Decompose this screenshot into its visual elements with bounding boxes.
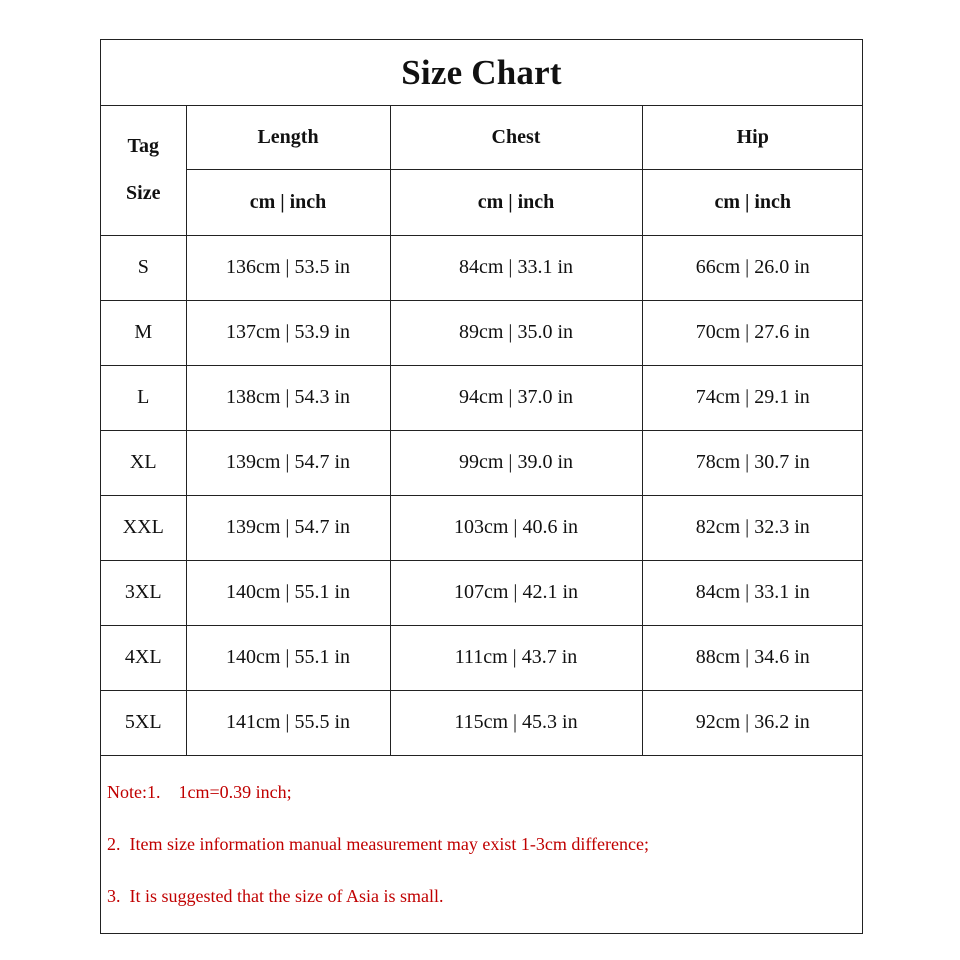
hip-cell: 92cm | 36.2 in [642, 690, 863, 755]
hip-cell: 82cm | 32.3 in [642, 495, 863, 560]
size-cell: 5XL [101, 690, 186, 755]
hip-cell: 70cm | 27.6 in [642, 300, 863, 365]
size-cell: 3XL [101, 560, 186, 625]
table-row [101, 430, 863, 495]
column-header-chest: Chest [390, 106, 642, 169]
size-cell: M [101, 300, 186, 365]
note-line-3: 3. It is suggested that the size of Asia is small. [107, 886, 444, 906]
length-cell: 139cm | 54.7 in [186, 495, 390, 560]
column-header-length: Length [186, 106, 390, 169]
header-row-labels [101, 106, 863, 169]
unit-header-chest: cm | inch [390, 169, 642, 235]
length-cell: 140cm | 55.1 in [186, 560, 390, 625]
title-row [101, 40, 862, 106]
chart-title: Size Chart [401, 52, 562, 92]
tag-size-line1: Tag [127, 135, 159, 158]
size-cell: S [101, 235, 186, 300]
hip-cell: 66cm | 26.0 in [642, 235, 863, 300]
size-cell: XXL [101, 495, 186, 560]
length-cell: 140cm | 55.1 in [186, 625, 390, 690]
length-cell: 136cm | 53.5 in [186, 235, 390, 300]
chest-cell: 111cm | 43.7 in [390, 625, 642, 690]
table-row [101, 495, 863, 560]
table-row [101, 235, 863, 300]
table-row [101, 300, 863, 365]
column-header-hip: Hip [642, 106, 863, 169]
table-row [101, 365, 863, 430]
chest-cell: 115cm | 45.3 in [390, 690, 642, 755]
table-row [101, 560, 863, 625]
size-cell: L [101, 365, 186, 430]
chest-cell: 94cm | 37.0 in [390, 365, 642, 430]
chest-cell: 99cm | 39.0 in [390, 430, 642, 495]
table-row [101, 690, 863, 755]
notes-section [101, 755, 862, 934]
chest-cell: 89cm | 35.0 in [390, 300, 642, 365]
tag-size-header [101, 106, 186, 235]
note-line-1: Note:1. 1cm=0.39 inch; [107, 782, 292, 802]
hip-cell: 88cm | 34.6 in [642, 625, 863, 690]
size-cell: XL [101, 430, 186, 495]
length-cell: 141cm | 55.5 in [186, 690, 390, 755]
length-cell: 137cm | 53.9 in [186, 300, 390, 365]
chest-cell: 84cm | 33.1 in [390, 235, 642, 300]
chest-cell: 103cm | 40.6 in [390, 495, 642, 560]
size-chart [100, 39, 863, 934]
unit-header-length: cm | inch [186, 169, 390, 235]
chest-cell: 107cm | 42.1 in [390, 560, 642, 625]
length-cell: 138cm | 54.3 in [186, 365, 390, 430]
size-cell: 4XL [101, 625, 186, 690]
length-cell: 139cm | 54.7 in [186, 430, 390, 495]
unit-header-hip: cm | inch [642, 169, 863, 235]
hip-cell: 74cm | 29.1 in [642, 365, 863, 430]
tag-size-line2: Size [126, 182, 161, 205]
hip-cell: 78cm | 30.7 in [642, 430, 863, 495]
header-row-units [101, 169, 863, 235]
hip-cell: 84cm | 33.1 in [642, 560, 863, 625]
table-row [101, 625, 863, 690]
size-table [101, 106, 863, 756]
note-line-2: 2. Item size information manual measurement may exist 1-3cm difference; [107, 834, 649, 854]
